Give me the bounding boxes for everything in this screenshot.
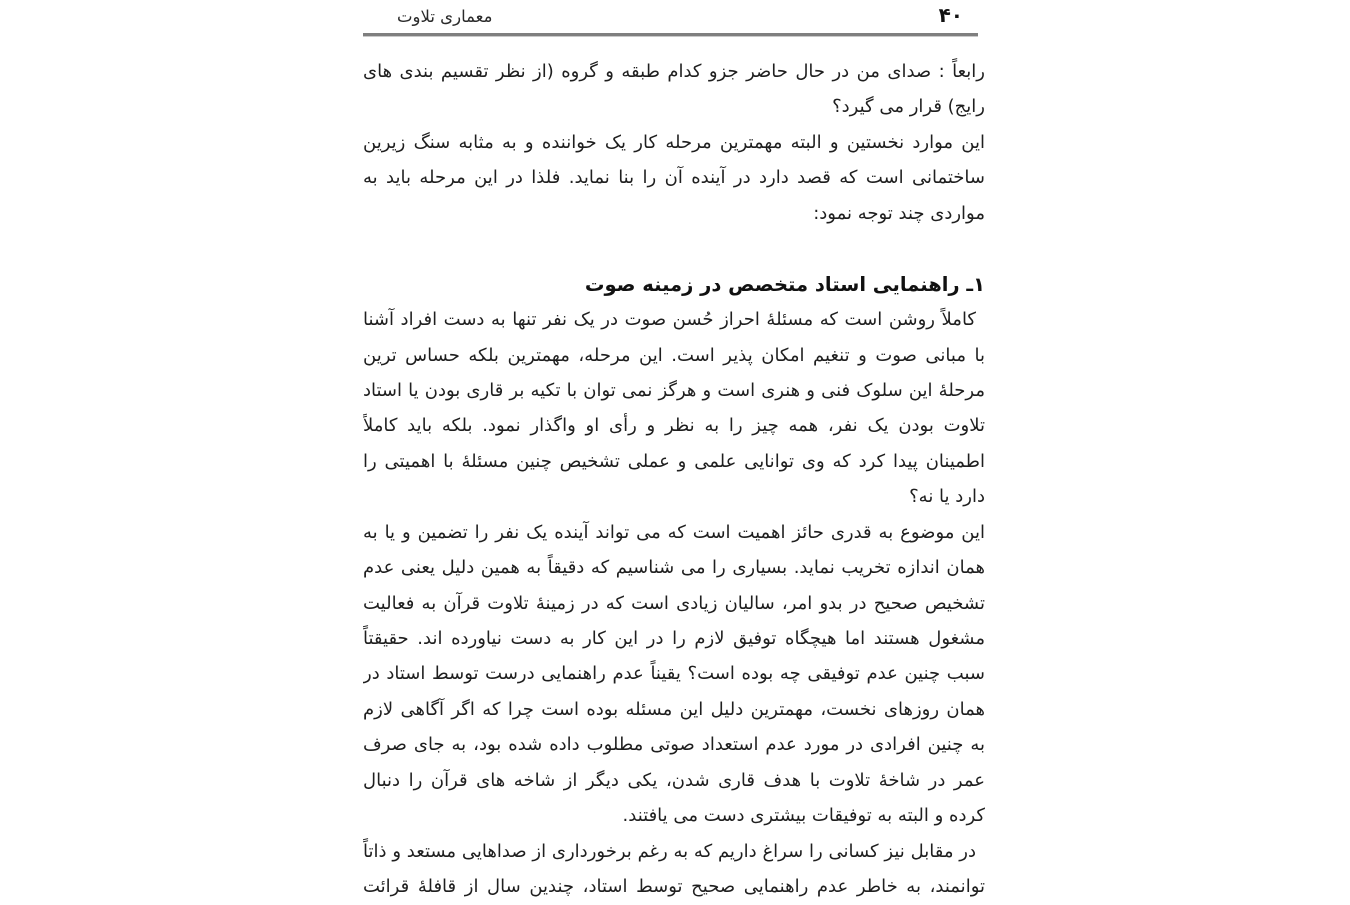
page [363,0,985,902]
text-line: رابعاً : صدای من در حال حاضر جزو کدام طبقه و گروه (از نظر تقسیم بندی های [363,61,985,82]
text-line: اطمینان پیدا کرد که وی توانایی علمی و عملی تشخیص چنین مسئلهٔ با اهمیتی را [363,450,985,472]
text-line: مرحلهٔ این سلوک فنی و هنری است و هرگز نمی توان با تکیه بر قاری بودن یا استاد [363,379,985,401]
text-line: در مقابل نیز کسانی را سراغ داریم که به رغم برخورداری از صداهایی مستعد و ذاتاً [363,840,976,862]
text-line: تلاوت بودن یک نفر، همه چیز را به نظر و رأی او واگذار نمود. بلکه باید کاملاً [363,415,985,437]
running-head-title: معماری تلاوت [397,7,493,26]
text-line: مواردی چند توجه نمود: [813,202,985,224]
text-line: تشخیص صحیح در بدو امر، سالیان زیادی است که در زمینهٔ تلاوت قرآن به فعالیت [363,592,985,614]
header-rule [363,33,978,37]
text-line: دارد یا نه؟ [909,486,985,508]
text-line: عمر در شاخهٔ تلاوت با هدف قاری شدن، یکی دیگر از شاخه های قرآن را دنبال [363,769,985,791]
section-heading: ۱ـ راهنمایی استاد متخصص در زمینه صوت [584,272,985,296]
text-line: کرده و البته به توفیقات بیشتری دست می یافتند. [622,805,985,827]
text-line: مشغول هستند اما هیچگاه توفیق لازم را در این کار به دست نیاورده اند. حقیقتاً [363,628,985,649]
page-body [363,54,985,905]
text-line: این موضوع به قدری حائز اهمیت است که می تواند آینده یک نفر را تضمین و یا به [363,521,985,543]
page-header [363,0,985,33]
text-line: با مبانی صوت و تنغیم امکان پذیر است. این مرحله، مهمترین بلکه حساس ترین [363,344,985,366]
text-line: همان روزهای نخست، مهمترین دلیل این مسئله بوده است چرا که اگر آگاهی لازم [363,698,985,720]
page-number: ۴۰ [938,3,963,27]
text-line: توانمند، به خاطر عدم راهنمایی صحیح توسط استاد، چندین سال از قافلهٔ قرائت [363,876,985,898]
text-line: این موارد نخستین و البته مهمترین مرحله کار یک خواننده و به مثابه سنگ زیرین [363,131,985,153]
text-line: سبب چنین عدم توفیقی چه بوده است؟ یقیناً عدم راهنمایی درست توسط استاد در [363,663,985,685]
text-line: به چنین افرادی در مورد عدم استعداد صوتی مطلوب داده شده بود، به جای صرف [363,734,985,756]
text-line: همان اندازه تخریب نماید. بسیاری را می شناسیم که دقیقاً به همین دلیل یعنی عدم [363,557,985,579]
text-line: رایج) قرار می گیرد؟ [832,96,985,118]
paragraph-spacer [363,231,985,266]
text-line: کاملاً روشن است که مسئلهٔ احراز حُسن صوت در یک نفر تنها به دست افراد آشنا [363,309,976,331]
text-line: ساختمانی است که قصد دارد در آینده آن را بنا نماید. فلذا در این مرحله باید به [363,167,985,189]
